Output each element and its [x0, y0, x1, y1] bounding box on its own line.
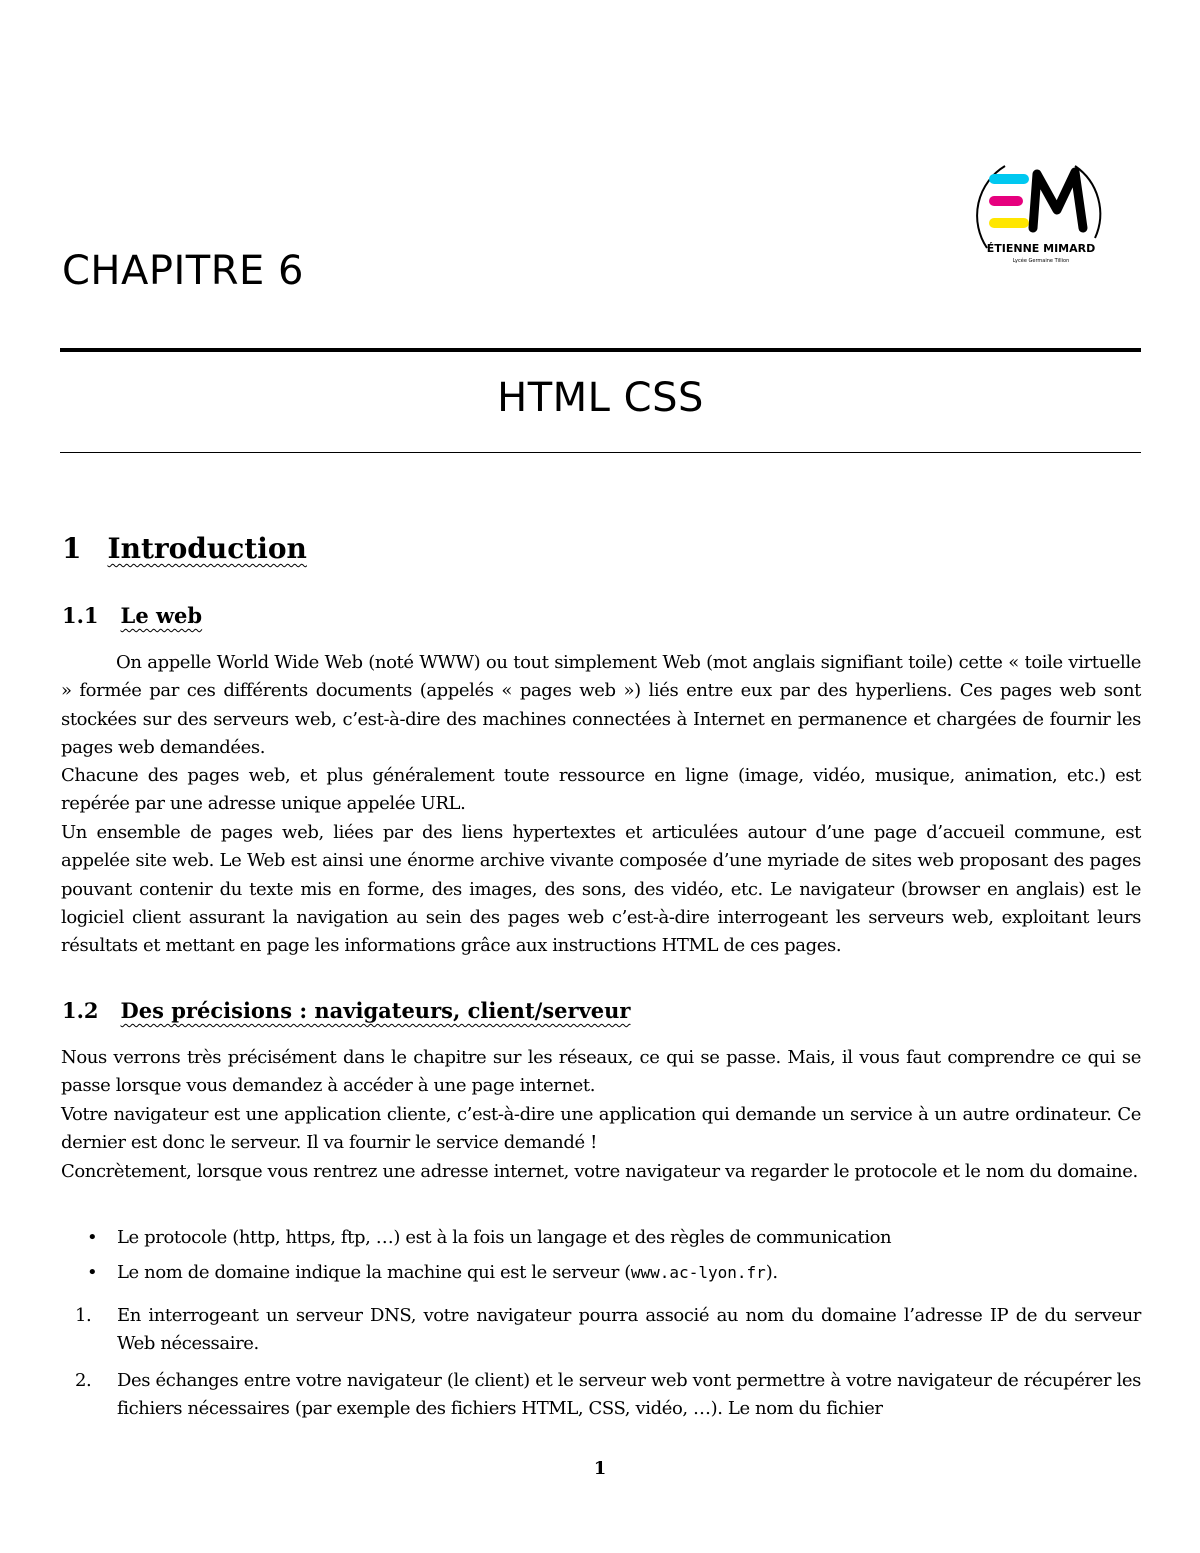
- list-item-text: Le nom de domaine indique la machine qui est le serveur (: [117, 1262, 631, 1284]
- subsection-heading-precisions: [62, 998, 630, 1023]
- bullet-marker: •: [87, 1262, 98, 1284]
- section-number: 1: [62, 532, 82, 565]
- logo-graphic: [975, 148, 1105, 278]
- logo-subtext: Lycée Germaine Tillion: [1012, 258, 1070, 264]
- subsection-number: 1.1: [62, 603, 99, 628]
- chapter-rule-bottom: [60, 452, 1141, 453]
- numbered-list: [61, 1302, 1141, 1432]
- chapter-title: HTML CSS: [497, 375, 704, 421]
- list-item: [61, 1224, 1141, 1252]
- numbered-list-item-text: En interrogeant un serveur DNS, votre navigateur pourra associé au nom du domaine l’adresse IP de du serveur Web nécessaire.: [117, 1305, 1141, 1355]
- numbered-list-item: [61, 1302, 1141, 1359]
- subsection-title: Le web: [120, 603, 203, 628]
- logo-letter-m: [1033, 172, 1083, 228]
- subsection-number: 1.2: [62, 998, 99, 1023]
- section-heading-introduction: [62, 532, 307, 565]
- paragraph-web-definition: On appelle World Wide Web (noté WWW) ou tout simplement Web (mot anglais signifiant toile) cette « toile virtuelle » formée par ces différents documents (appelés « pages web ») liés entre eux par des hyperliens. Ces pages web sont stockées sur des serveurs web, c’est-à-dire des machines connectées à Internet en permanence et chargées de fournir les pages web demandées.: [61, 652, 1141, 759]
- chapter-rule-top: [60, 348, 1141, 352]
- logo-bar-magenta: [989, 196, 1023, 206]
- logo-text: ÉTIENNE MIMARD: [986, 242, 1096, 255]
- paragraph-group-web: [61, 762, 1141, 961]
- chapter-label: CHAPITRE 6: [62, 248, 304, 294]
- logo-bar-cyan: [989, 174, 1029, 184]
- list-number: 1.: [75, 1305, 92, 1326]
- numbered-list-item: [61, 1367, 1141, 1424]
- list-item-text-end: ).: [765, 1262, 778, 1284]
- list-item-text: Le protocole (http, https, ftp, …) est à la fois un langage et des règles de communication: [117, 1227, 892, 1248]
- paragraph-url: Chacune des pages web, et plus généralement toute ressource en ligne (image, vidéo, musique, animation, etc.) est repérée par une adresse unique appelée URL.: [61, 765, 1141, 815]
- bullet-marker: •: [87, 1227, 98, 1248]
- section-title: Introduction: [107, 532, 307, 565]
- logo-bar-yellow: [989, 218, 1029, 228]
- numbered-list-item-text: Des échanges entre votre navigateur (le client) et le serveur web vont permettre à votre navigateur de récupérer les fichiers nécessaires (par exemple des fichiers HTML, CSS, vidéo, …). Le nom du fichier: [117, 1369, 1141, 1420]
- subsection-title: Des précisions : navigateurs, client/serveur: [120, 998, 631, 1023]
- page-number: 1: [593, 1458, 607, 1479]
- list-item: [61, 1259, 1141, 1287]
- author-logo: [975, 148, 1105, 278]
- paragraph-application-cliente: Votre navigateur est une application cliente, c’est-à-dire une application qui demande un service à un autre ordinateur. Ce dernier est donc le serveur. Il va fournir le service demandé !: [61, 1103, 1141, 1154]
- paragraph-protocole-domaine: Concrètement, lorsque vous rentrez une adresse internet, votre navigateur va regarder le protocole et le nom du domaine.: [61, 1160, 1138, 1182]
- paragraph-reseaux: Nous verrons très précisément dans le chapitre sur les réseaux, ce qui se passe. Mais, il vous faut comprendre ce qui se passe lorsque vous demandez à accéder à une page internet.: [61, 1047, 1141, 1097]
- paragraph-group-client-serveur: [61, 1044, 1141, 1186]
- domain-example-code: www.ac-lyon.fr: [630, 1263, 766, 1283]
- bullet-list: [61, 1224, 1141, 1295]
- paragraph-site-web: Un ensemble de pages web, liées par des liens hypertextes et articulées autour d’une page d’accueil commune, est appelée site web. Le Web est ainsi une énorme archive vivante composée d’une myriade de sites web proposant des pages pouvant contenir du texte mis en forme, des images, des sons, des vidéo, etc. Le navigateur (browser en anglais) est le logiciel client assurant la navigation au sein des pages web c’est-à-dire interrogeant les serveurs web, exploitant leurs résultats et mettant en page les informations grâce aux instructions HTML de ces pages.: [61, 821, 1141, 957]
- subsection-heading-le-web: [62, 603, 202, 628]
- list-number: 2.: [75, 1369, 92, 1391]
